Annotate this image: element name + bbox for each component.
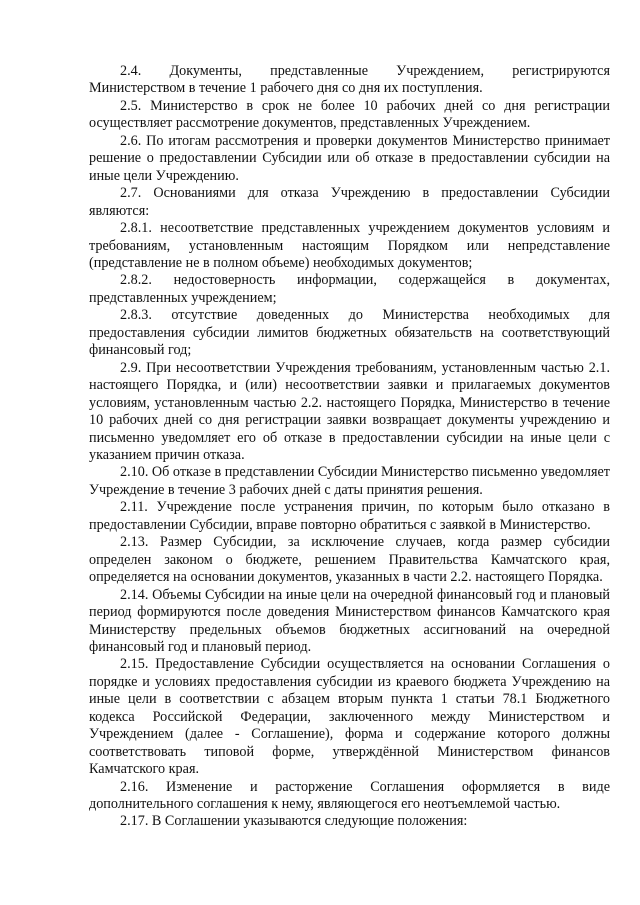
- paragraph-2-7: 2.7. Основаниями для отказа Учреждению в предоставлении Субсидии являются:: [89, 185, 610, 219]
- paragraph-2-8-2: 2.8.2. недостоверность информации, содержащейся в документах, представленных учреждением;: [89, 272, 610, 306]
- paragraph-2-8-3: 2.8.3. отсутствие доведенных до Министерства необходимых для предоставления субсидии лимитов бюджетных обязательств на соответствующий финансовый год;: [89, 307, 610, 359]
- paragraph-2-5: 2.5. Министерство в срок не более 10 рабочих дней со дня регистрации осуществляет рассмотрение документов, представленных Учреждением.: [89, 97, 610, 132]
- paragraph-2-15: 2.15. Предоставление Субсидии осуществляется на основании Соглашения о порядке и условиях предоставления субсидии из краевого бюджета Учреждению на иные цели в соответствии с абзацем вторым пункта 1 статьи 78.1 Бюджетного кодекса Российской Федерации, заключенного между Министерством и Учреждением (далее - Соглашение), форма и содержание которого должны соответствовать типовой форме, утверждённой Министерством финансов Камчатского края.: [89, 656, 610, 778]
- paragraph-2-4: 2.4. Документы, представленные Учреждением, регистрируются Министерством в течение 1 рабочего дня со дня их поступления.: [89, 63, 610, 97]
- paragraph-2-17: 2.17. В Соглашении указываются следующие положения:: [120, 813, 468, 830]
- paragraph-2-8-1: 2.8.1. несоответствие представленных учреждением документов условиям и требованиям, установленным настоящим Порядком или непредставление (представление не в полном объеме) необходимых документов;: [89, 220, 610, 271]
- paragraph-2-14: 2.14. Объемы Субсидии на иные цели на очередной финансовый год и плановый период формируются после доведения Министерством финансов Камчатского края Министерству предельных объемов бюджетных ассигнований на очередной финансовый год и плановый период.: [89, 586, 610, 655]
- paragraph-2-6: 2.6. По итогам рассмотрения и проверки документов Министерство принимает решение о предоставлении Субсидии или об отказе в предоставлении субсидии на иные цели Учреждению.: [89, 132, 610, 184]
- paragraph-2-13: 2.13. Размер Субсидии, за исключение случаев, когда размер субсидии определен законом о бюджете, решением Правительства Камчатского края, определяется на основании документов, указанных в части 2.2. настоящего Порядка.: [89, 534, 610, 586]
- paragraph-2-9: 2.9. При несоответствии Учреждения требованиям, установленным частью 2.1. настоящего Порядка, и (или) несоответствии заявки и прилагаемых документов условиям, установленным частью 2.2. настоящего Порядка, Министерство в течение 10 рабочих дней со дня регистрации заявки возвращает документы учреждению и письменно уведомляет его об отказе в предоставлении субсидии на иные цели с указанием причин отказа.: [89, 359, 610, 463]
- paragraph-2-10: 2.10. Об отказе в представлении Субсидии Министерство письменно уведомляет Учреждение в течение 3 рабочих дней с даты принятия решения.: [89, 464, 610, 498]
- paragraph-2-16: 2.16. Изменение и расторжение Соглашения оформляется в виде дополнительного соглашения к нему, являющегося его неотъемлемой частью.: [89, 778, 610, 813]
- paragraph-2-11: 2.11. Учреждение после устранения причин, по которым было отказано в предоставлении Субсидии, вправе повторно обратиться с заявкой в Министерство.: [89, 499, 610, 533]
- document-page: [89, 63, 610, 831]
